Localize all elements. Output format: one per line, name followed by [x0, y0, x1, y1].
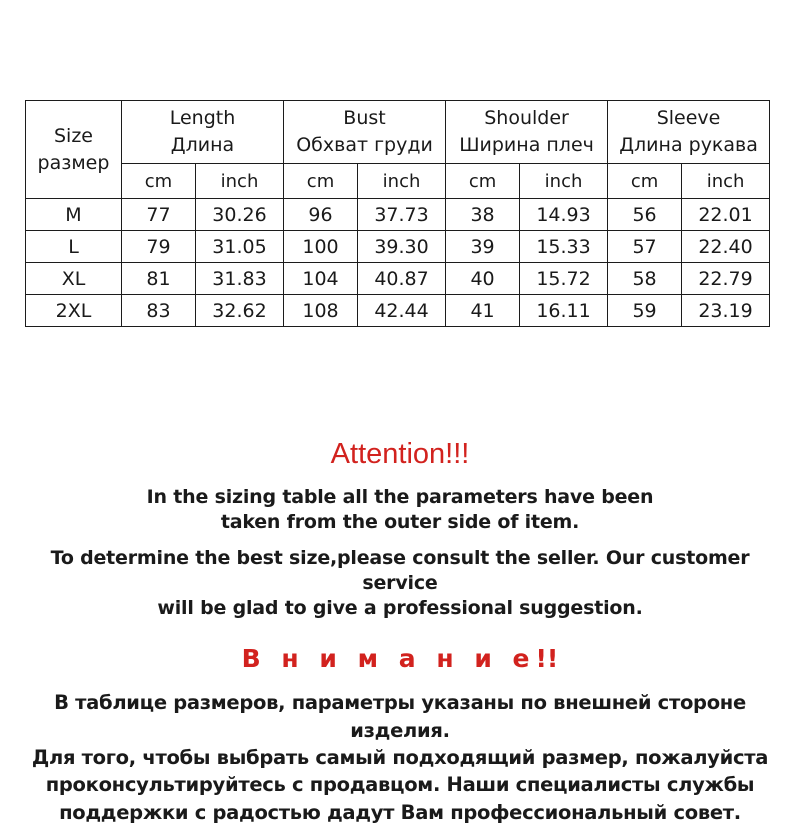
group-header-length-en: Length — [169, 107, 236, 130]
cell-shoulder-cm: 41 — [446, 295, 520, 327]
notice-en-1-line-2: taken from the outer side of item. — [220, 510, 580, 533]
group-header-sleeve-ru: Длина рукава — [619, 134, 758, 156]
cell-sleeve-inch: 22.01 — [682, 199, 770, 231]
group-header-bust-en: Bust — [343, 107, 386, 130]
group-header-length — [122, 101, 284, 164]
group-header-shoulder — [446, 101, 608, 164]
unit-header-bust-inch: inch — [358, 164, 446, 199]
group-header-sleeve — [608, 101, 770, 164]
attention-ru-bangs: !! — [535, 644, 559, 674]
cell-sleeve-cm: 57 — [608, 231, 682, 263]
unit-header-bust-cm: cm — [284, 164, 358, 199]
cell-sleeve-inch: 22.79 — [682, 263, 770, 295]
row-size-label: L — [26, 231, 122, 263]
group-header-shoulder-ru: Ширина плеч — [459, 134, 594, 156]
cell-sleeve-cm: 59 — [608, 295, 682, 327]
cell-bust-inch: 37.73 — [358, 199, 446, 231]
notice-ru-line-2: Для того, чтобы выбрать самый подходящий размер, пожалуйста — [31, 746, 769, 770]
notice-ru-line-3: проконсультируйтесь с продавцом. Наши специалисты службы — [45, 773, 755, 797]
cell-shoulder-inch: 14.93 — [520, 199, 608, 231]
cell-bust-inch: 40.87 — [358, 263, 446, 295]
unit-header-shoulder-inch: inch — [520, 164, 608, 199]
cell-bust-cm: 96 — [284, 199, 358, 231]
cell-shoulder-inch: 15.72 — [520, 263, 608, 295]
notice-paragraph-ru — [0, 689, 800, 825]
cell-bust-inch: 39.30 — [358, 231, 446, 263]
notice-en-2-line-2: will be glad to give a professional suggestion. — [157, 596, 643, 619]
cell-shoulder-cm: 40 — [446, 263, 520, 295]
row-size-label: XL — [26, 263, 122, 295]
group-header-length-ru: Длина — [170, 134, 235, 156]
notice-en-1-line-1: In the sizing table all the parameters have been — [146, 486, 654, 508]
cell-sleeve-cm: 58 — [608, 263, 682, 295]
cell-shoulder-inch: 15.33 — [520, 231, 608, 263]
attention-heading-en: Attention!!! — [330, 438, 470, 470]
group-header-bust — [284, 101, 446, 164]
table-row — [26, 263, 770, 295]
notice-ru-line-4: поддержки с радостью дадут Вам профессиональный совет. — [59, 800, 741, 824]
cell-bust-cm: 100 — [284, 231, 358, 263]
group-header-bust-ru: Обхват груди — [296, 134, 433, 156]
cell-length-inch: 31.83 — [196, 263, 284, 295]
cell-length-cm: 79 — [122, 231, 196, 263]
table-row — [26, 199, 770, 231]
cell-sleeve-cm: 56 — [608, 199, 682, 231]
table-header-unit-row — [26, 164, 770, 199]
unit-header-length-cm: cm — [122, 164, 196, 199]
cell-shoulder-cm: 39 — [446, 231, 520, 263]
cell-bust-inch: 42.44 — [358, 295, 446, 327]
cell-length-inch: 32.62 — [196, 295, 284, 327]
notice-block — [0, 440, 800, 826]
size-chart-table-container — [25, 100, 769, 327]
cell-bust-cm: 104 — [284, 263, 358, 295]
notice-ru-line-1: В таблице размеров, параметры указаны по внешней стороне изделия. — [54, 691, 746, 742]
size-header-en: Size — [53, 124, 93, 147]
row-size-label: 2XL — [26, 295, 122, 327]
group-header-sleeve-en: Sleeve — [656, 107, 721, 130]
cell-shoulder-cm: 38 — [446, 199, 520, 231]
row-size-label: M — [26, 199, 122, 231]
unit-header-sleeve-cm: cm — [608, 164, 682, 199]
cell-length-cm: 77 — [122, 199, 196, 231]
attention-heading-ru — [0, 644, 800, 674]
size-header-ru: размер — [37, 151, 110, 174]
table-row — [26, 231, 770, 263]
table-row — [26, 295, 770, 327]
notice-paragraph-en-1 — [0, 485, 800, 534]
notice-paragraph-en-2 — [0, 546, 800, 620]
cell-length-inch: 30.26 — [196, 199, 284, 231]
cell-length-cm: 81 — [122, 263, 196, 295]
cell-shoulder-inch: 16.11 — [520, 295, 608, 327]
cell-length-cm: 83 — [122, 295, 196, 327]
unit-header-length-inch: inch — [196, 164, 284, 199]
cell-sleeve-inch: 23.19 — [682, 295, 770, 327]
cell-bust-cm: 108 — [284, 295, 358, 327]
cell-length-inch: 31.05 — [196, 231, 284, 263]
notice-en-2-line-1: To determine the best size,please consult the seller. Our customer service — [50, 547, 750, 595]
size-chart-table — [25, 100, 770, 327]
unit-header-sleeve-inch: inch — [682, 164, 770, 199]
size-column-header — [26, 101, 122, 199]
attention-ru-letters: В н и м а н и е — [241, 644, 536, 674]
group-header-shoulder-en: Shoulder — [484, 107, 569, 130]
unit-header-shoulder-cm: cm — [446, 164, 520, 199]
cell-sleeve-inch: 22.40 — [682, 231, 770, 263]
table-header-group-row — [26, 101, 770, 164]
